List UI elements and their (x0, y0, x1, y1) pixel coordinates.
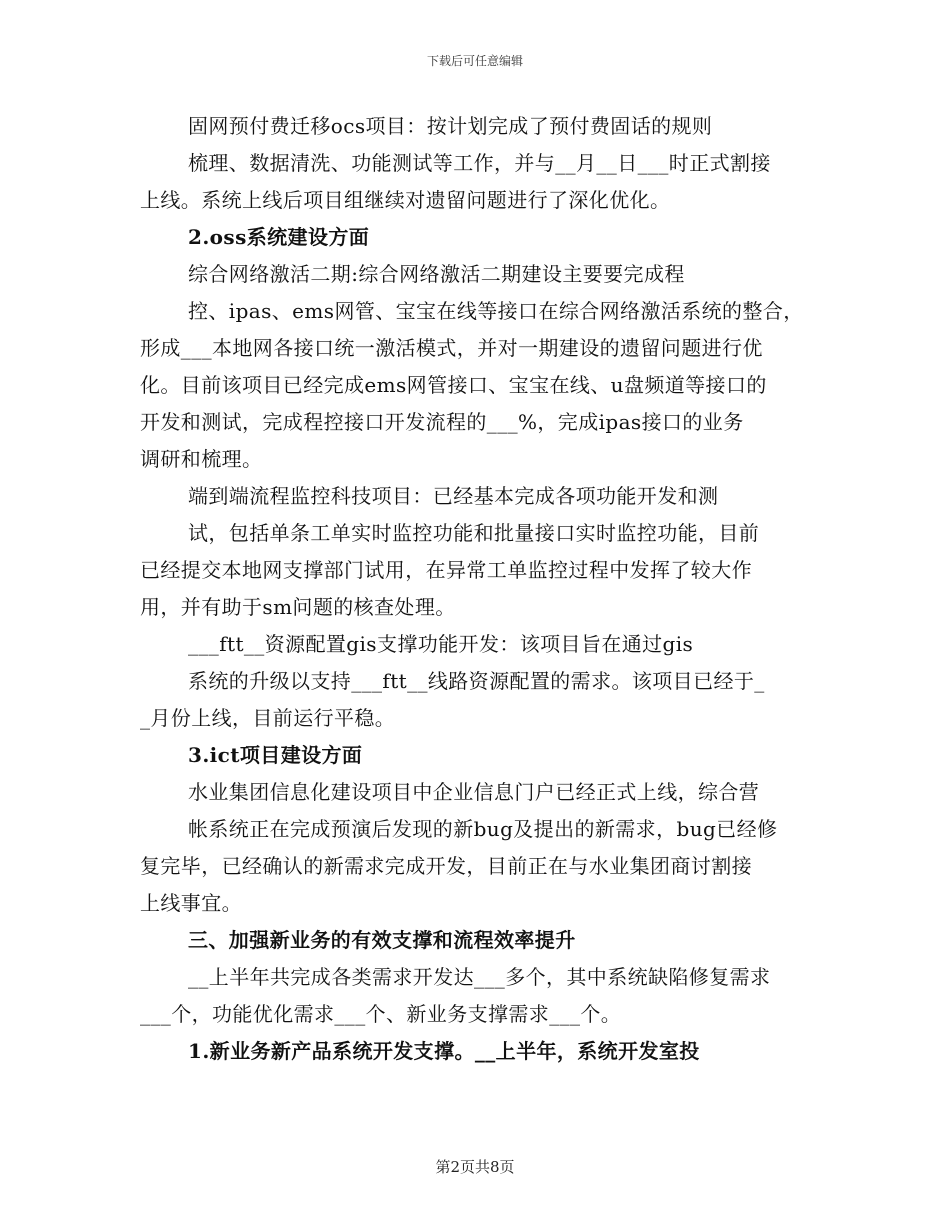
paragraph-line: 已经提交本地网支撑部门试用，在异常工单监控过程中发挥了较大作 (140, 558, 752, 582)
paragraph-line: 固网预付费迁移ocs项目：按计划完成了预付费固话的规则 (188, 114, 713, 138)
paragraph-line: 试，包括单条工单实时监控功能和批量接口实时监控功能，目前 (188, 521, 760, 545)
paragraph-line: 用，并有助于sm问题的核查处理。 (140, 595, 456, 619)
section-heading: 2.oss系统建设方面 (188, 225, 370, 249)
page-header: 下载后可任意编辑 (426, 54, 523, 68)
paragraph-line: 形成___本地网各接口统一激活模式，并对一期建设的遗留问题进行优 (140, 336, 763, 360)
paragraph-line: 梳理、数据清洗、功能测试等工作，并与__月__日___时正式割接 (188, 151, 771, 175)
paragraph-line: 系统的升级以支持___ftt__线路资源配置的需求。该项目已经于_ (188, 669, 765, 693)
page-footer: 第2页共8页 (435, 1158, 515, 1176)
paragraph-line: 复完毕，已经确认的新需求完成开发，目前正在与水业集团商讨割接 (140, 854, 752, 878)
paragraph-line: 水业集团信息化建设项目中企业信息门户已经正式上线，综合营 (188, 780, 760, 804)
paragraph-line: 控、ipas、ems网管、宝宝在线等接口在综合网络激活系统的整合， (188, 299, 804, 323)
paragraph-line: 上线。系统上线后项目组继续对遗留问题进行了深化优化。 (140, 188, 671, 212)
paragraph-line: ___ftt__资源配置gis支撑功能开发：该项目旨在通过gis (188, 632, 694, 656)
paragraph-line: __上半年共完成各类需求开发达___多个，其中系统缺陷修复需求 (188, 965, 771, 989)
paragraph-line: 化。目前该项目已经完成ems网管接口、宝宝在线、u盘频道等接口的 (140, 373, 767, 397)
paragraph-line: 综合网络激活二期:综合网络激活二期建设主要要完成程 (188, 262, 685, 286)
paragraph-line: 端到端流程监控科技项目：已经基本完成各项功能开发和测 (188, 484, 719, 508)
paragraph-line: 开发和测试，完成程控接口开发流程的___%，完成ipas接口的业务 (140, 410, 744, 434)
paragraph-line: 调研和梳理。 (140, 447, 263, 471)
paragraph-line: 帐系统正在完成预演后发现的新bug及提出的新需求，bug已经修 (188, 817, 778, 841)
paragraph-line: _月份上线，目前运行平稳。 (140, 706, 396, 730)
paragraph-line: ___个，功能优化需求___个、新业务支撑需求___个。 (140, 1002, 622, 1026)
section-heading: 3.ict项目建设方面 (188, 743, 363, 767)
section-heading: 1.新业务新产品系统开发支撑。__上半年，系统开发室投 (188, 1039, 700, 1063)
paragraph-line: 上线事宜。 (140, 891, 242, 915)
section-heading: 三、加强新业务的有效支撑和流程效率提升 (188, 928, 576, 952)
